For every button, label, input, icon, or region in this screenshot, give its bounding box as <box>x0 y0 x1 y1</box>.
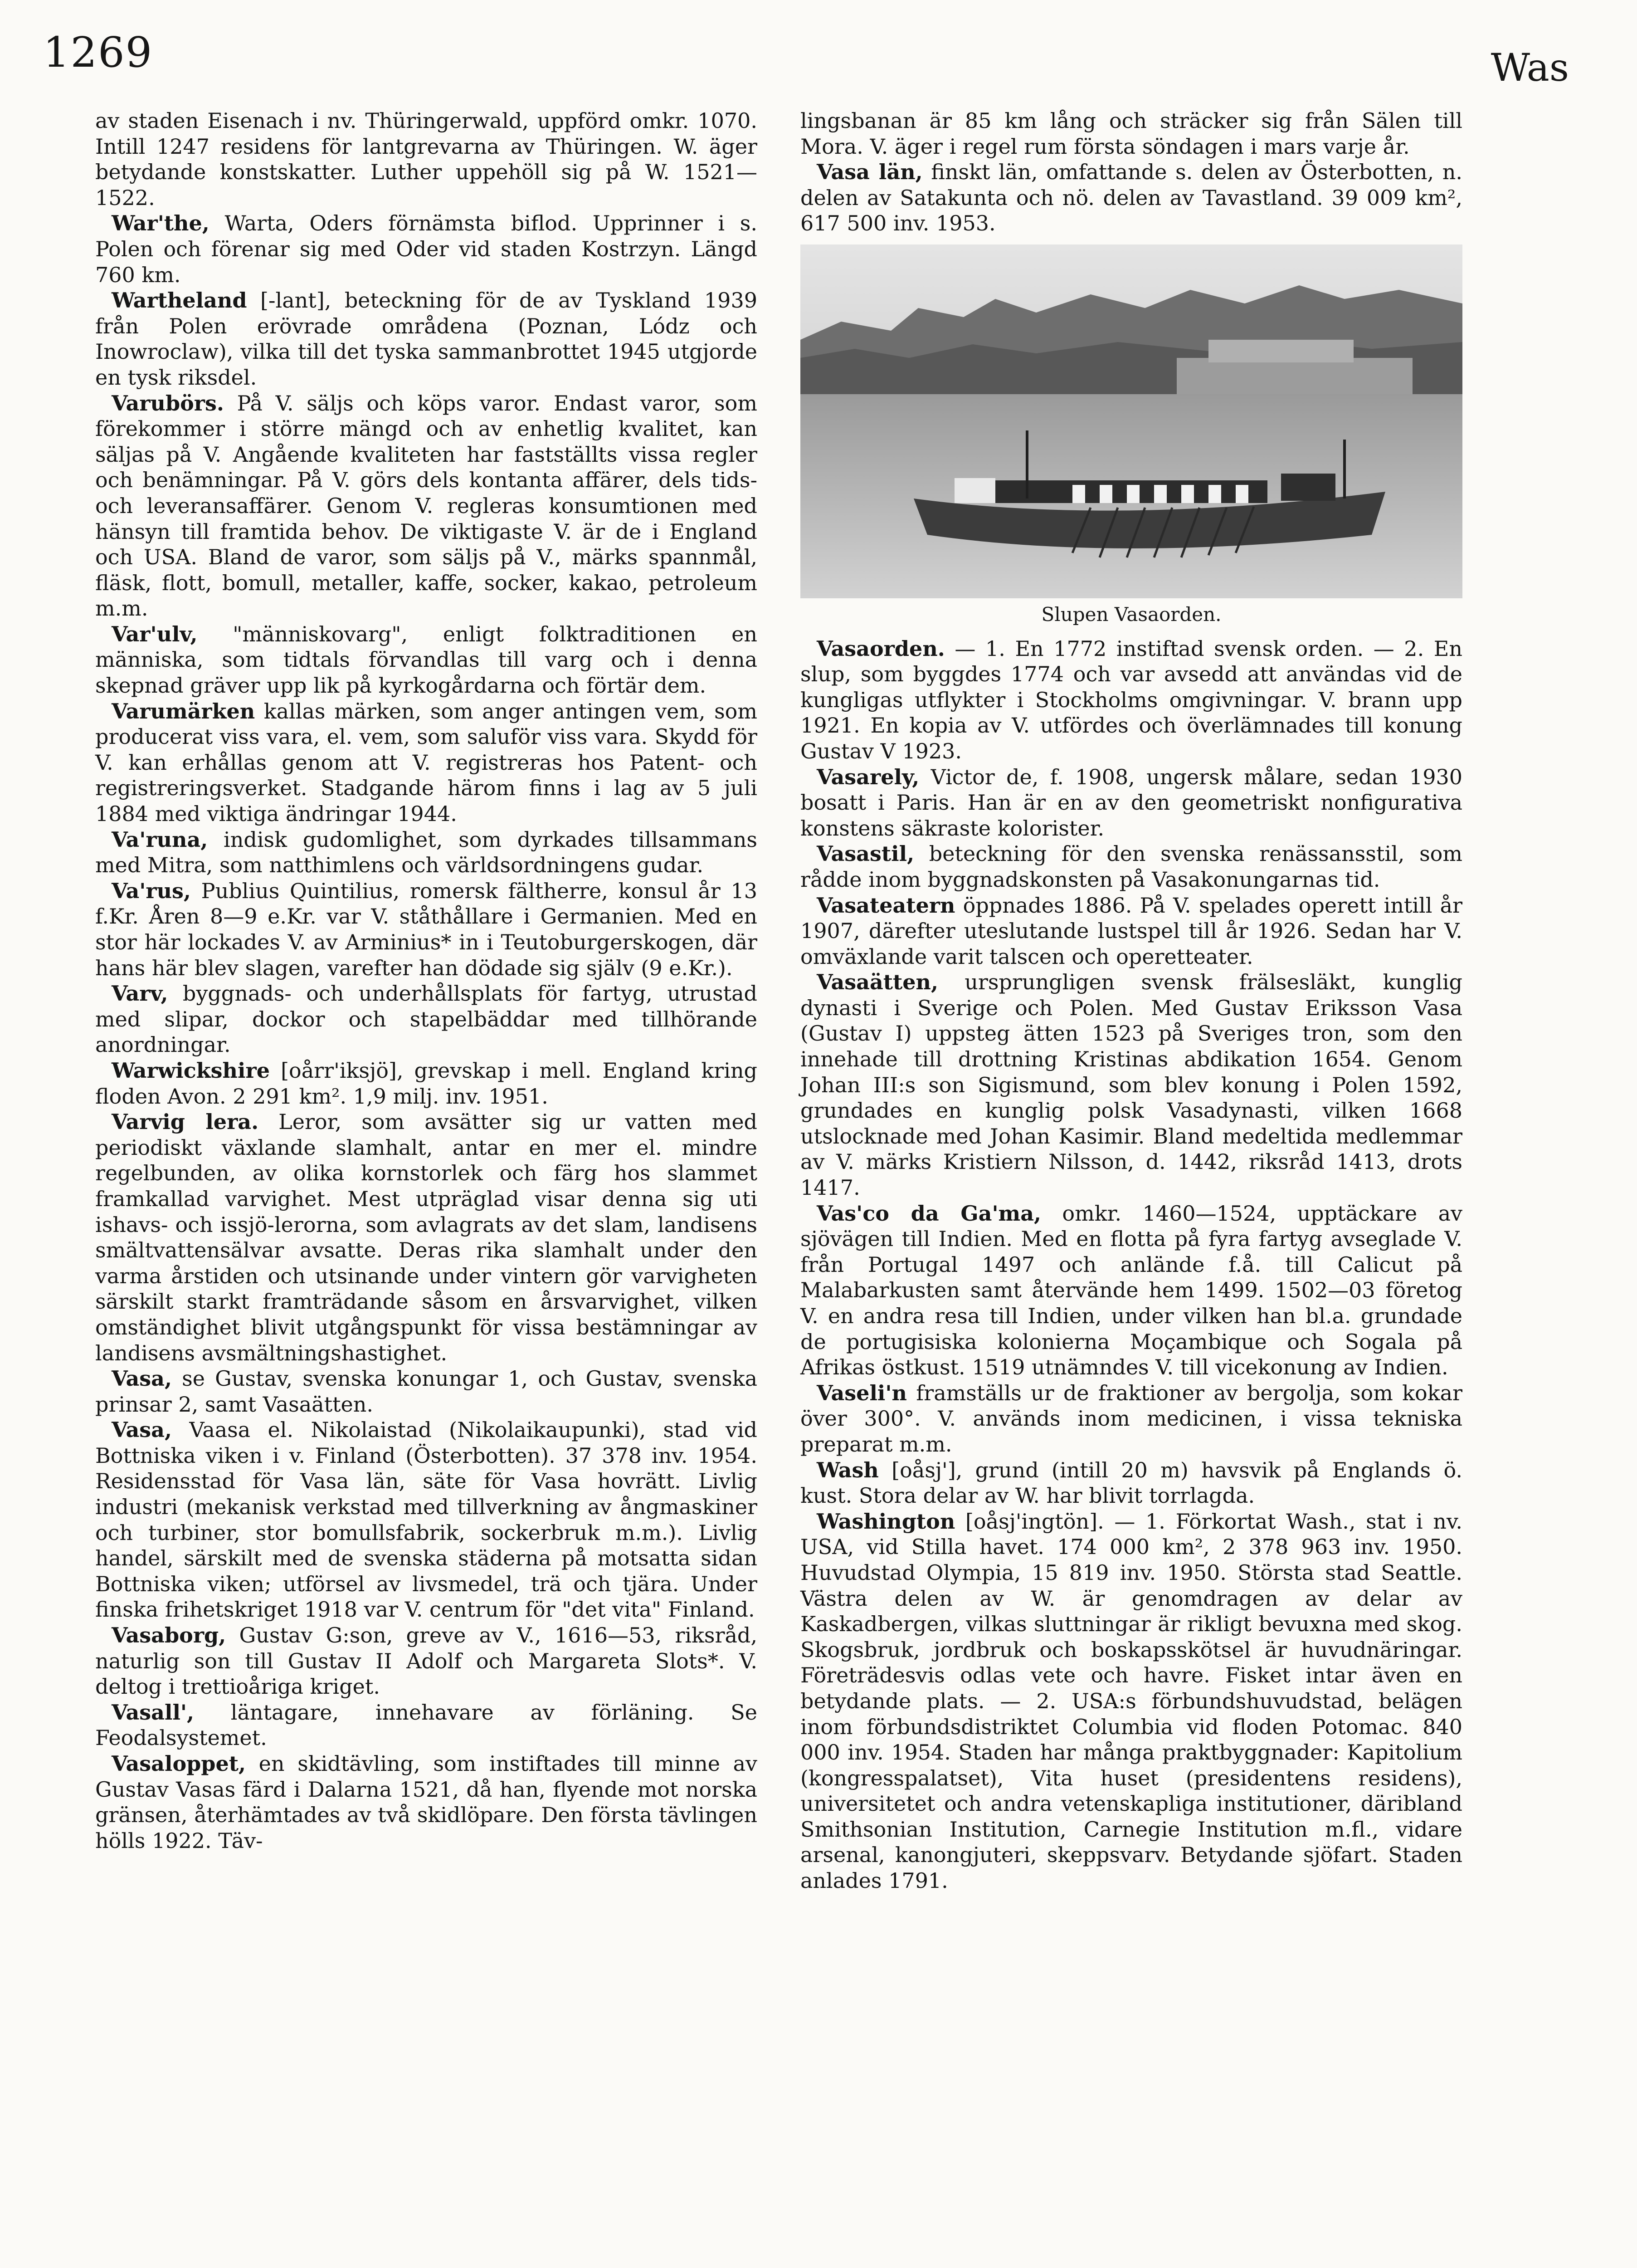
dictionary-entry <box>95 210 757 288</box>
dictionary-entry <box>95 1366 757 1417</box>
dictionary-entry <box>95 288 757 390</box>
entry-text: [oåsj'], grund (intill 20 m) havsvik på Englands ö. kust. Stora delar av W. har blivit torrlagda. <box>800 1457 1462 1508</box>
right-column-top <box>800 108 1462 236</box>
dictionary-entry <box>95 981 757 1058</box>
entry-text: Gustav G:son, greve av V., 1616—53, riksråd, naturlig son till Gustav II Adolf och Margareta Slots*. V. deltog i trettioåriga kriget. <box>95 1623 757 1699</box>
right-column <box>800 108 1462 1894</box>
entry-text: omkr. 1460—1524, upptäckare av sjövägen till Indien. Med en flotta på fyra fartyg avseglade V. från Portugal 1497 och anlände f.å. till Calicut på Malabarkusten samt återvände hem 1499. 1502—03 företog V. en andra resa till Indien, under vilken han bl.a. grundade de portugisiska kolonierna Moçambique och Sogala på Afrikas östkust. 1519 utnämndes V. till vicekonung av Indien. <box>800 1201 1463 1380</box>
entry-headword: Varv, <box>112 981 168 1006</box>
entry-text: en skidtävling, som instiftades till minne av Gustav Vasas färd i Dalarna 1521, då han, flyende mot norska gränsen, återhämtades av två skidlöpare. Den första tävlingen hölls 1922. Täv- <box>95 1751 757 1853</box>
entry-headword: Va'rus, <box>112 878 191 903</box>
entry-headword: Vasaätten, <box>817 970 939 995</box>
entry-headword: Vasaorden. <box>817 636 945 661</box>
dictionary-entry <box>800 969 1462 1200</box>
entry-headword: Wash <box>817 1457 879 1482</box>
dictionary-entry <box>800 108 1462 159</box>
entry-text: Victor de, f. 1908, ungersk målare, sedan 1930 bosatt i Paris. Han är en av den geometriskt nonfigurativa konstens säkraste kolorister. <box>800 764 1462 841</box>
dictionary-entry <box>800 1509 1462 1894</box>
right-column-bottom <box>800 636 1462 1894</box>
boat-photo <box>800 244 1462 598</box>
entry-headword: Vasall', <box>112 1700 195 1725</box>
dictionary-entry <box>800 1380 1462 1457</box>
entry-text: indisk gudomlighet, som dyrkades tillsammans med Mitra, som natthimlens och världsordningens gudar. <box>95 827 757 878</box>
entry-headword: Varumärken <box>112 699 255 723</box>
entry-text: av staden Eisenach i nv. Thüringerwald, uppförd omkr. 1070. Intill 1247 residens för lantgrevarna av Thüringen. W. äger betydande konstskatter. Luther uppehöll sig på W. 1521—1522. <box>95 108 757 210</box>
dictionary-entry <box>95 1417 757 1623</box>
entry-headword: Warwickshire <box>112 1058 270 1083</box>
entry-headword: Wartheland <box>112 288 247 313</box>
entry-text: — 1. En 1772 instiftad svensk orden. — 2. En slup, som byggdes 1774 och var avsedd att användas vid de kungligas utflykter i Stockholms omgivningar. V. brann upp 1921. En kopia av V. utfördes och överlämnades till konung Gustav V 1923. <box>800 636 1462 763</box>
entry-headword: War'the, <box>112 211 209 236</box>
entry-text: ursprungligen svensk frälsesläkt, kunglig dynasti i Sverige och Polen. Med Gustav Eriksson Vasa (Gustav I) uppsteg ätten 1523 på Sveriges tron, som den innehade till drottning Kristinas abdikation 1654. Genom Johan III:s son Sigismund, som blev konung i Polen 1592, grundades en kunglig polsk Vasadynasti, vilken 1668 utslocknade med Johan Kasimir. Bland medeltida medlemmar av V. märks Kristiern Nilsson, d. 1442, riksråd 1413, drots 1417. <box>800 970 1462 1200</box>
dictionary-entry <box>800 764 1462 841</box>
entry-headword: Vasaloppet, <box>112 1751 246 1776</box>
entry-headword: Vasa län, <box>817 160 923 185</box>
figure <box>800 244 1462 598</box>
dictionary-entry <box>95 391 757 621</box>
dictionary-entry <box>95 1058 757 1109</box>
dictionary-entry <box>95 878 757 981</box>
entry-text: kallas märken, som anger antingen vem, som producerat viss vara, el. vem, som saluför viss vara. Skydd för V. kan erhållas genom att V. registreras hos Patent- och registreringsverket. Stadgande härom finns i lag av 5 juli 1884 med viktiga ändringar 1944. <box>95 699 757 826</box>
entry-headword: Vasateatern <box>817 893 955 918</box>
entry-headword: Va'runa, <box>112 827 208 852</box>
entry-text: [oårr'iksjö], grevskap i mell. England kring floden Avon. 2 291 km². 1,9 milj. inv. 1951. <box>95 1058 757 1109</box>
dictionary-entry <box>95 699 757 827</box>
dictionary-entry <box>95 1109 757 1366</box>
entry-headword: Vasastil, <box>817 841 915 866</box>
running-head: Was <box>1491 45 1569 90</box>
dictionary-entry <box>800 159 1462 236</box>
entry-text: finskt län, omfattande s. delen av Österbotten, n. delen av Satakunta och nö. delen av Tavastland. 39 009 km², 617 500 inv. 1953. <box>800 160 1462 236</box>
entry-text: [-lant], beteckning för de av Tyskland 1939 från Polen erövrade områdena (Poznan, Lódz och Inowroclaw), vilka till det tyska sammanbrottet 1945 utgjorde en tysk riksdel. <box>95 288 757 390</box>
entry-text: Leror, som avsätter sig ur vatten med periodiskt växlande slamhalt, antar en mer el. mindre regelbunden, av olika kornstorlek och färg hos slammet framkallad varvighet. Mest utpräglad visar denna sig uti ishavs- och issjö-lerorna, som avlagrats av det slam, landisens smältvattensälvar avsatte. Deras rika slamhalt under den varma årstiden och utsinande under vintern gör varvigheten särskilt starkt framträdande såsom en årsvarvighet, vilken omständighet blivit utgångspunkt för vissa bestämningar av landisens avsmältningshastighet. <box>95 1110 757 1365</box>
dictionary-entry <box>95 621 757 699</box>
dictionary-entry <box>95 1751 757 1853</box>
entry-headword: Vaseli'n <box>817 1380 907 1405</box>
entry-text: Publius Quintilius, romersk fältherre, konsul år 13 f.Kr. Åren 8—9 e.Kr. var V. ståthållare i Germanien. Med en stor här lockades V. av Arminius* in i Teutoburgerskogen, där hans här blev slagen, varefter han dödade sig själv (9 e.Kr.). <box>95 878 757 980</box>
entry-headword: Vas'co da Ga'ma, <box>817 1201 1042 1226</box>
left-column <box>95 108 757 1853</box>
entry-headword: Vasaborg, <box>112 1623 226 1648</box>
entry-text: framställs ur de fraktioner av bergolja, som kokar över 300°. V. används inom medicinen, i vissa tekniska preparat m.m. <box>800 1380 1462 1457</box>
dictionary-entry <box>95 827 757 878</box>
dictionary-entry <box>95 1623 757 1700</box>
dictionary-entry <box>800 893 1462 970</box>
entry-text: Vaasa el. Nikolaistad (Nikolaikaupunki), stad vid Bottniska viken i v. Finland (Österbotten). 37 378 inv. 1954. Residensstad för Vasa län, säte för Vasa hovrätt. Livlig industri (mekanisk verkstad med tillverkning av ångmaskiner och turbiner, stor bomullsfabrik, sockerbruk m.m.). Livlig handel, särskilt med de svenska städerna på motsatta sidan Bottniska viken; utförsel av livsmedel, trä och tjära. Under finska frihetskriget 1918 var V. centrum för "det vita" Finland. <box>95 1418 757 1622</box>
entry-headword: Varvig lera. <box>112 1110 259 1134</box>
entry-headword: Varubörs. <box>112 391 224 415</box>
dictionary-entry <box>95 108 757 210</box>
dictionary-entry <box>800 1457 1462 1509</box>
entry-text: "människovarg", enligt folktraditionen en människa, som tidtals förvandlas till varg och i denna skepnad gräver upp lik på kyrkogårdarna och förtär dem. <box>95 621 757 698</box>
entry-text: läntagare, innehavare av förläning. Se Feodalsystemet. <box>95 1700 757 1750</box>
entry-text: På V. säljs och köps varor. Endast varor, som förekommer i större mängd och av enhetlig kvalitet, kan säljas på V. Angående kvaliteten har fastställts vissa regler och benämningar. På V. görs dels kontanta affärer, dels tids- och leveransaffärer. Genom V. regleras konsumtionen med hänsyn till framtida behov. De viktigaste V. är de i England och USA. Bland de varor, som säljs på V., märks spannmål, fläsk, flott, bomull, metaller, kaffe, socker, kakao, petroleum m.m. <box>95 391 757 621</box>
entry-text: beteckning för den svenska renässansstil, som rådde inom byggnadskonsten på Vasakonungarnas tid. <box>800 841 1462 892</box>
dictionary-entry <box>800 1201 1462 1380</box>
dictionary-entry <box>800 841 1462 892</box>
entry-headword: Vasarely, <box>817 764 920 789</box>
entry-text: se Gustav, svenska konungar 1, och Gustav, svenska prinsar 2, samt Vasaätten. <box>95 1366 757 1417</box>
entry-text: Warta, Oders förnämsta biflod. Upprinner i s. Polen och förenar sig med Oder vid staden Kostrzyn. Längd 760 km. <box>95 211 757 287</box>
entry-text: lingsbanan är 85 km lång och sträcker sig från Sälen till Mora. V. äger i regel rum första söndagen i mars varje år. <box>800 108 1462 159</box>
entry-headword: Vasa, <box>112 1418 172 1442</box>
entry-text: byggnads- och underhållsplats för fartyg, utrustad med slipar, dockor och stapelbäddar med tillhörande anordningar. <box>95 981 757 1057</box>
entry-headword: Washington <box>817 1509 955 1534</box>
entry-headword: Vasa, <box>112 1366 172 1391</box>
dictionary-entry <box>95 1700 757 1751</box>
entry-headword: Var'ulv, <box>112 621 198 646</box>
dictionary-entry <box>800 636 1462 764</box>
entry-text: [oåsj'ingtön]. — 1. Förkortat Wash., stat i nv. USA, vid Stilla havet. 174 000 km², 2 378 963 inv. 1950. Huvudstad Olympia, 15 819 inv. 1950. Största stad Seattle. Västra delen av W. är genomdragen av delar av Kaskadbergen, vilkas sluttningar är rikligt bevuxna med skog. Skogsbruk, jordbruk och boskapsskötsel är huvudnäringar. Företrädesvis odlas vete och havre. Fisket intar även en betydande plats. — 2. USA:s förbundshuvudstad, belägen inom förbundsdistriktet Columbia vid floden Potomac. 840 000 inv. 1954. Staden har många praktbyggnader: Kapitolium (kongresspalatset), Vita huset (presidentens residens), universitetet och andra vetenskapliga institutioner, däribland Smithsonian Institution, Carnegie Institution m.fl., vidare arsenal, kanongjuteri, skeppsvarv. Betydande sjöfart. Staden anlades 1791. <box>800 1509 1462 1893</box>
entry-text: öppnades 1886. På V. spelades operett intill år 1907, därefter uteslutande lustspel till år 1926. Sedan har V. omväxlande varit talscen och operetteater. <box>800 893 1462 969</box>
page-number: 1269 <box>43 28 153 77</box>
figure-caption: Slupen Vasaorden. <box>1041 603 1222 626</box>
